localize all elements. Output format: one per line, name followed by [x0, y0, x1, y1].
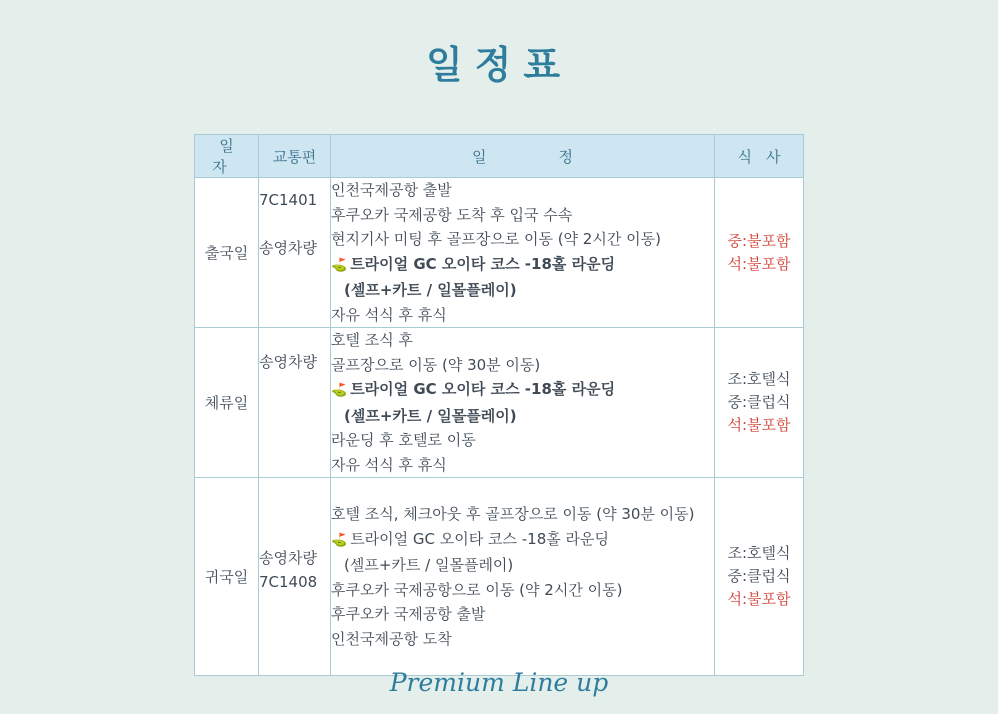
schedule-line — [331, 278, 714, 303]
schedule-line — [331, 203, 714, 228]
transport-item: 7C1408 — [259, 573, 318, 591]
day-label: 귀국일 — [195, 478, 259, 676]
transport-cell — [259, 478, 331, 676]
meal-item: 중:클럽식 — [727, 393, 791, 411]
meal-item: 중:불포함 — [727, 231, 791, 250]
schedule-text: 트라이얼 GC 오이타 코스 -18홀 라운딩 — [350, 529, 609, 548]
schedule-text: 후쿠오카 국제공항으로 이동 (약 2시간 이동) — [331, 580, 623, 599]
golf-flag-icon: ⛳ — [331, 383, 348, 398]
golf-flag-icon: ⛳ — [331, 257, 348, 273]
schedule-text: (셀프+카트 / 일몰플레이) — [344, 406, 517, 425]
meal-item: 석:불포함 — [727, 590, 791, 608]
schedule-cell — [331, 328, 715, 478]
day-label: 체류일 — [195, 328, 259, 478]
meal-cell — [715, 178, 804, 328]
header-transport: 교통편 — [259, 135, 331, 178]
meal-item: 중:클럽식 — [727, 567, 791, 585]
header-day: 일자 — [195, 135, 259, 178]
schedule-line — [331, 303, 714, 328]
table-row — [195, 478, 804, 676]
schedule-line — [331, 502, 714, 527]
schedule-text: 트라이얼 GC 오이타 코스 -18홀 라운딩 — [350, 254, 616, 273]
transport-item: 송영차량 — [259, 353, 317, 371]
schedule-line — [331, 404, 714, 429]
header-meal: 식사 — [715, 135, 804, 178]
schedule-text: 골프장으로 이동 (약 30분 이동) — [331, 355, 541, 374]
schedule-cell — [331, 178, 715, 328]
schedule-line — [331, 328, 714, 353]
schedule-text: 라운딩 후 호텔로 이동 — [331, 431, 476, 449]
schedule-text: 후쿠오카 국제공항 도착 후 입국 수속 — [331, 205, 573, 224]
table-row — [195, 178, 804, 328]
schedule-line — [331, 627, 714, 652]
schedule-text: 트라이얼 GC 오이타 코스 -18홀 라운딩 — [350, 380, 616, 398]
meal-cell — [715, 328, 804, 478]
schedule-line — [331, 527, 714, 554]
meal-item: 석:불포함 — [727, 416, 791, 434]
meal-item: 석:불포함 — [727, 254, 791, 273]
schedule-text: 인천국제공항 출발 — [331, 181, 452, 199]
transport-cell — [259, 328, 331, 478]
schedule-line — [331, 178, 714, 203]
header-schedule: 일정 — [331, 135, 715, 178]
schedule-text: (셀프+카트 / 일몰플레이) — [344, 556, 514, 574]
day-label: 출국일 — [195, 178, 259, 328]
schedule-text: 자유 석식 후 휴식 — [331, 305, 447, 324]
transport-item — [259, 212, 330, 236]
schedule-text: 자유 석식 후 휴식 — [331, 455, 447, 474]
schedule-text: 후쿠오카 국제공항 출발 — [331, 605, 486, 623]
transport-item: 송영차량 — [259, 549, 317, 567]
meal-cell — [715, 478, 804, 676]
schedule-cell — [331, 478, 715, 676]
page-title: 일정표 — [425, 42, 573, 87]
schedule-line — [331, 602, 714, 627]
meal-item: 조:호텔식 — [727, 370, 791, 388]
schedule-text: 호텔 조식, 체크아웃 후 골프장으로 이동 (약 30분 이동) — [331, 505, 695, 523]
footer-tagline: Premium Line up — [389, 668, 609, 697]
schedule-line — [331, 377, 714, 404]
schedule-line — [331, 252, 714, 279]
schedule-line — [331, 428, 714, 453]
meal-item: 조:호텔식 — [727, 544, 791, 562]
schedule-text: 호텔 조식 후 — [331, 331, 413, 349]
schedule-line — [331, 453, 714, 478]
schedule-line — [331, 553, 714, 578]
table-header-row — [195, 135, 804, 178]
transport-item: 송영차량 — [259, 239, 317, 257]
transport-cell — [259, 178, 331, 328]
schedule-text: (셀프+카트 / 일몰플레이) — [344, 281, 517, 299]
schedule-text: 인천국제공항 도착 — [331, 629, 452, 648]
golf-flag-icon: ⛳ — [331, 532, 348, 548]
table-row — [195, 328, 804, 478]
schedule-line — [331, 353, 714, 378]
schedule-line — [331, 578, 714, 603]
transport-item: 7C1401 — [259, 191, 318, 209]
schedule-line — [331, 227, 714, 252]
schedule-table — [194, 134, 804, 676]
schedule-text: 현지기사 미팅 후 골프장으로 이동 (약 2시간 이동) — [331, 230, 661, 248]
